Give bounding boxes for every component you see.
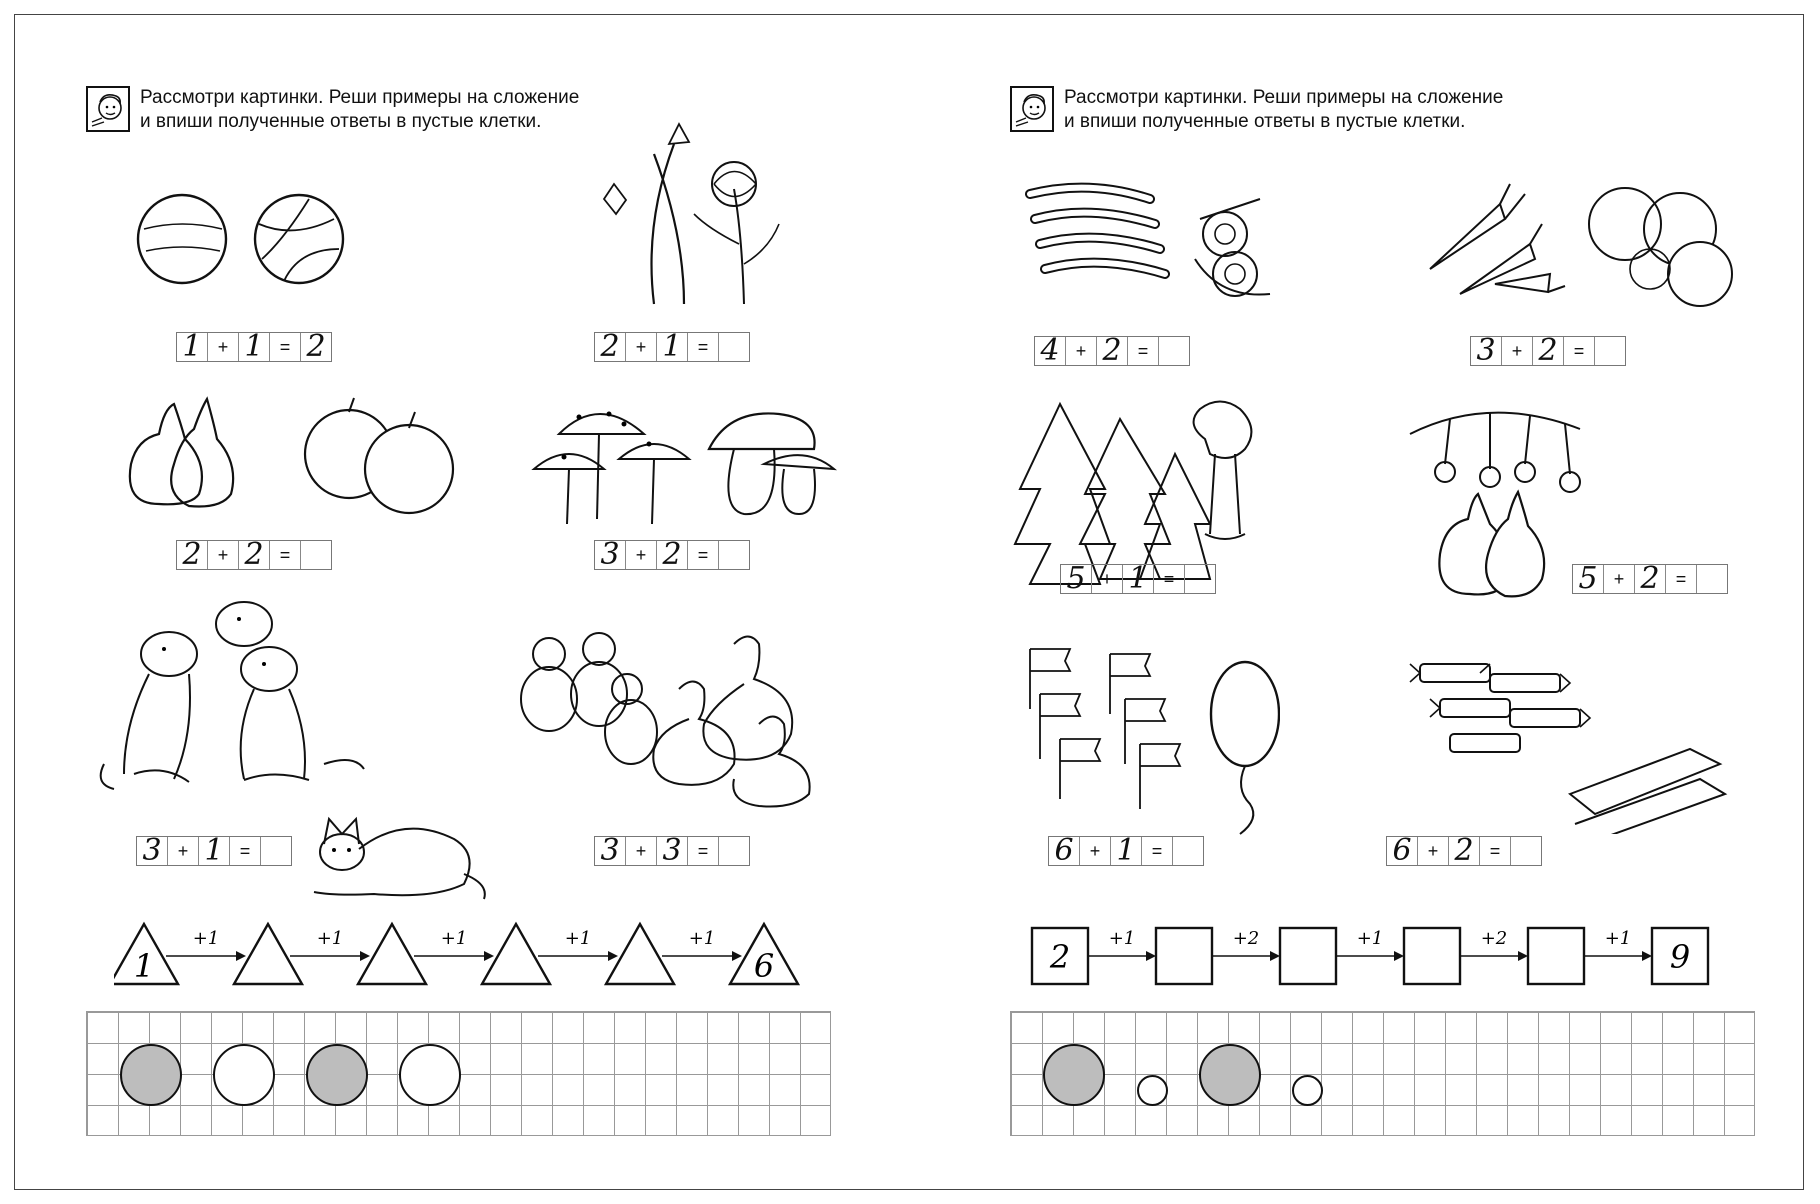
instruction-line-1: Рассмотри картинки. Реши примеры на сложение [1064,87,1504,108]
chain-nodes [1032,928,1708,984]
addend-a: 5 [1061,565,1092,593]
flags-balloon-illustration [1020,639,1280,839]
answer-cell[interactable] [1595,337,1625,365]
addend-a: 6 [1387,837,1418,865]
addend-b: 1 [657,333,688,361]
addend-a: 2 [595,333,626,361]
plus-sign: + [1080,837,1111,865]
addend-a: 3 [137,837,168,865]
chain-node-value: 2 [1049,938,1071,976]
chain-svg [114,914,834,994]
instruction-header [86,86,579,134]
equals-sign: = [1128,337,1159,365]
pattern-circle-white [213,1044,275,1106]
equation-box [1048,833,1204,868]
candies-illustration [1390,644,1740,834]
addend-b: 1 [239,333,270,361]
instruction-line-2: и впиши полученные ответы в пустые клетки. [140,111,542,132]
answer-cell[interactable] [301,541,331,569]
equation-box [1470,333,1626,368]
chain-node-box[interactable] [1528,928,1584,984]
pattern-circle-gray [120,1044,182,1106]
addend-a: 3 [595,541,626,569]
addend-b: 3 [657,837,688,865]
chain-arrow-head [608,951,618,961]
equation-box [136,833,292,868]
answer-cell[interactable] [719,333,749,361]
chain-arrow-head [1394,951,1404,961]
equals-sign: = [688,333,719,361]
chain-arrow-head [484,951,494,961]
chain-step-label: +1 [688,928,716,949]
equals-sign: = [270,541,301,569]
equation-box [1034,333,1190,368]
chain-node-box[interactable] [606,924,674,984]
equation-box [1060,561,1216,596]
answer-cell[interactable] [719,837,749,865]
pattern-circle-white-small [1292,1075,1323,1106]
chain-node-box[interactable] [1404,928,1460,984]
chain-node-box[interactable] [1156,928,1212,984]
chain-arrow-head [1518,951,1528,961]
addend-b: 2 [657,541,688,569]
child-face-icon [1010,86,1054,132]
answer-cell[interactable] [1511,837,1541,865]
answer-cell[interactable] [1159,337,1189,365]
cat-illustration [304,804,494,904]
equation-box [1572,561,1728,596]
answer-cell[interactable]: 2 [306,329,326,364]
addend-a: 1 [177,333,208,361]
equation-box [176,329,332,364]
addend-a: 3 [595,837,626,865]
drawing-grid[interactable] [1010,1011,1755,1136]
equals-sign: = [270,333,301,361]
plus-sign: + [1092,565,1123,593]
chain-step-label: +2 [1232,928,1260,949]
flowers-illustration [584,114,784,314]
chain-node-value: 1 [133,947,155,985]
equation-box [594,537,750,572]
left-page [14,14,914,1190]
caterpillars-snails-illustration [1020,174,1280,304]
answer-cell[interactable] [719,541,749,569]
addend-b: 2 [1097,337,1128,365]
chain-step-label: +1 [1604,928,1632,949]
addend-a: 2 [177,541,208,569]
instruction-line-1: Рассмотри картинки. Реши примеры на сложение [140,87,580,108]
addend-b: 2 [239,541,270,569]
plus-sign: + [626,837,657,865]
equation-box [594,833,750,868]
triangle-number-chain [114,914,834,999]
chain-step-label: +1 [192,928,220,949]
equals-sign: = [1154,565,1185,593]
addend-b: 1 [199,837,230,865]
instruction-header [1010,86,1503,134]
equals-sign: = [1564,337,1595,365]
chain-step-label: +1 [316,928,344,949]
addend-b: 2 [1533,337,1564,365]
balls-illustration [134,189,354,289]
child-face-icon [86,86,130,132]
plus-sign: + [1604,565,1635,593]
addend-b: 1 [1111,837,1142,865]
equation-box [1386,833,1542,868]
chain-node-value: 9 [1669,938,1691,976]
equals-sign: = [688,837,719,865]
addend-b: 2 [1635,565,1666,593]
plus-sign: + [1418,837,1449,865]
addend-b: 1 [1123,565,1154,593]
addend-a: 5 [1573,565,1604,593]
chain-node-value: 6 [753,947,775,985]
chain-arrow-head [236,951,246,961]
chain-arrow-head [1270,951,1280,961]
drawing-grid[interactable] [86,1011,831,1136]
chain-node-box[interactable] [358,924,426,984]
chain-step-label: +1 [1108,928,1136,949]
answer-cell[interactable] [1697,565,1727,593]
addend-a: 4 [1035,337,1066,365]
trees-illustration [1010,394,1260,589]
pattern-circle-white-small [1137,1075,1168,1106]
plus-sign: + [168,837,199,865]
pears-apples-illustration [119,394,459,519]
answer-cell[interactable] [1173,837,1203,865]
pattern-circle-gray [1199,1044,1261,1106]
plus-sign: + [626,541,657,569]
chain-arrow-head [1146,951,1156,961]
chain-nodes [114,924,798,985]
plus-sign: + [1502,337,1533,365]
mushrooms-illustration [529,389,849,529]
chain-step-label: +1 [440,928,468,949]
chain-step-label: +1 [564,928,592,949]
equation-box [594,329,750,364]
chain-arrow-head [1642,951,1652,961]
plus-sign: + [208,541,239,569]
addend-b: 2 [1449,837,1480,865]
plus-sign: + [1066,337,1097,365]
equals-sign: = [1142,837,1173,865]
equals-sign: = [688,541,719,569]
equals-sign: = [1480,837,1511,865]
plus-sign: + [208,333,239,361]
answer-cell[interactable] [1185,565,1215,593]
chain-step-label: +1 [1356,928,1384,949]
chain-node-box[interactable] [482,924,550,984]
chain-svg [1030,914,1750,994]
dogs-illustration [94,594,374,794]
plus-sign: + [626,333,657,361]
chain-step-label: +2 [1480,928,1508,949]
square-number-chain [1030,914,1750,999]
equation-box [176,537,332,572]
equals-sign: = [230,837,261,865]
chain-arrow-head [732,951,742,961]
chain-arrow-head [360,951,370,961]
addend-a: 6 [1049,837,1080,865]
chain-node-box[interactable] [1280,928,1336,984]
pattern-circle-gray [306,1044,368,1106]
equals-sign: = [1666,565,1697,593]
answer-cell[interactable] [261,837,291,865]
right-page [920,14,1820,1190]
chicks-ducks-illustration [509,624,839,809]
pattern-circle-gray [1043,1044,1105,1106]
pattern-circle-white [399,1044,461,1106]
instruction-line-2: и впиши полученные ответы в пустые клетки. [1064,111,1466,132]
chain-node-box[interactable] [234,924,302,984]
carrots-cabbages-illustration [1400,174,1740,314]
addend-a: 3 [1471,337,1502,365]
